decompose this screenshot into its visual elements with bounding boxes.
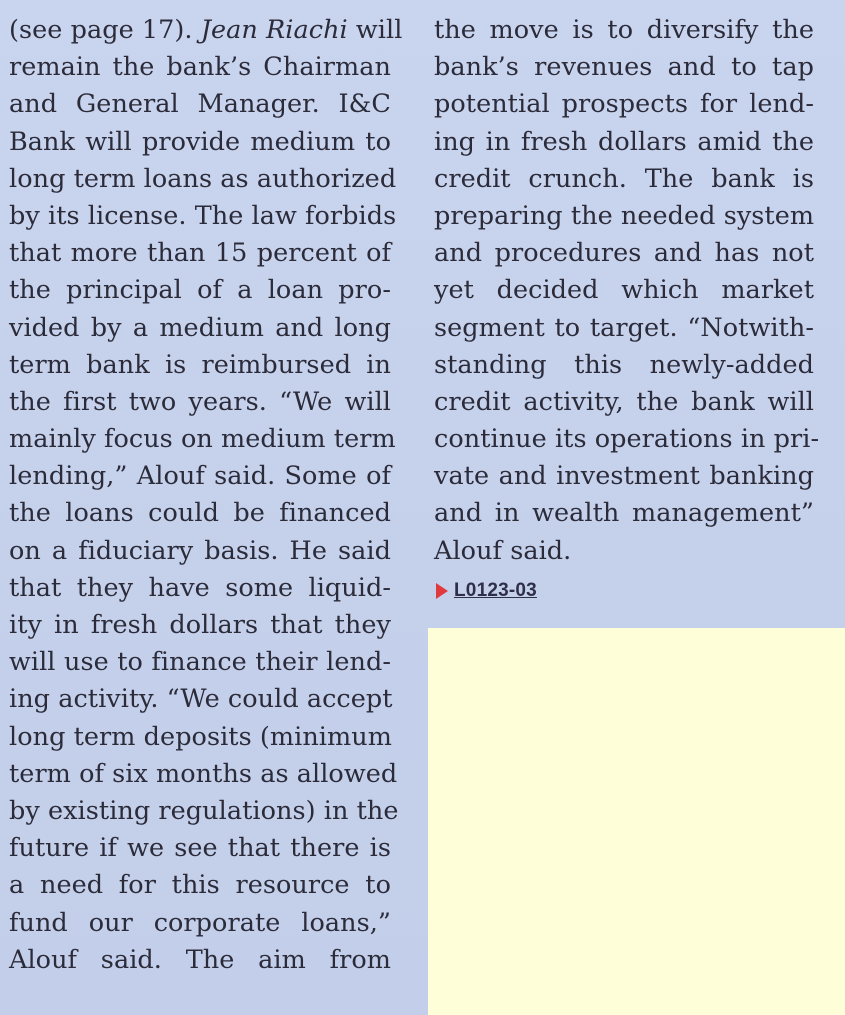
article-column-right bbox=[434, 12, 820, 570]
person-name: Jean Riachi bbox=[200, 15, 348, 45]
text-line: future if we see that there is bbox=[9, 833, 391, 864]
text-line: Alouf said. The aim from bbox=[9, 944, 391, 975]
text-line: will use to finance their lend- bbox=[9, 647, 391, 678]
text-line: that more than 15 percent of bbox=[9, 238, 391, 269]
reference-link-group[interactable] bbox=[436, 580, 537, 602]
text-line: the first two years. “We will bbox=[9, 386, 391, 417]
text-line: credit crunch. The bank is bbox=[434, 163, 814, 194]
play-arrow-icon bbox=[436, 583, 448, 599]
text-line: the principal of a loan pro- bbox=[9, 275, 391, 306]
text-line: on a fiduciary basis. He said bbox=[9, 535, 391, 566]
text-line: and in wealth management” bbox=[434, 498, 814, 529]
text-line: segment to target. “Notwith- bbox=[434, 312, 814, 343]
text-line: that they have some liquid- bbox=[9, 572, 391, 603]
text-line: term of six months as allowed bbox=[9, 758, 398, 789]
text-line: long term deposits (minimum bbox=[9, 721, 392, 752]
text-line bbox=[9, 12, 403, 49]
text-line: lending,” Alouf said. Some of bbox=[9, 461, 391, 492]
text-line: Alouf said. bbox=[434, 535, 572, 566]
text-line: preparing the needed system bbox=[434, 200, 815, 231]
text-line: by existing regulations) in the bbox=[9, 795, 399, 826]
text-line: mainly focus on medium term bbox=[9, 424, 396, 455]
article-column-left bbox=[9, 12, 403, 979]
text-line: and General Manager. I&C bbox=[9, 89, 391, 120]
text-line: the loans could be financed bbox=[9, 498, 391, 529]
text-line: a need for this resource to bbox=[9, 870, 391, 901]
text-line: credit activity, the bank will bbox=[434, 386, 814, 417]
text-line: yet decided which market bbox=[434, 275, 814, 306]
text-line: ing in fresh dollars amid the bbox=[434, 126, 814, 157]
text-line: standing this newly-added bbox=[434, 349, 814, 380]
text-line: by its license. The law forbids bbox=[9, 200, 397, 231]
text-line: vided by a medium and long bbox=[9, 312, 391, 343]
text-fragment: (see page 17). bbox=[9, 15, 201, 45]
text-fragment: will bbox=[347, 15, 403, 45]
text-line: ity in fresh dollars that they bbox=[9, 610, 391, 640]
text-line: and procedures and has not bbox=[434, 238, 814, 269]
text-line: potential prospects for lend- bbox=[434, 89, 814, 120]
text-line: vate and investment banking bbox=[434, 461, 814, 492]
text-line: continue its operations in pri- bbox=[434, 424, 820, 455]
text-line: remain the bank’s Chairman bbox=[9, 52, 391, 83]
blank-note-box bbox=[428, 628, 845, 1015]
text-line: fund our corporate loans,” bbox=[9, 907, 391, 938]
text-line: long term loans as authorized bbox=[9, 163, 397, 194]
text-line: term bank is reimbursed in bbox=[9, 349, 391, 380]
text-line: bank’s revenues and to tap bbox=[434, 52, 814, 83]
text-line: Bank will provide medium to bbox=[9, 126, 391, 157]
reference-code-link[interactable]: L0123-03 bbox=[454, 580, 537, 601]
text-line: the move is to diversify the bbox=[434, 15, 814, 45]
text-line: ing activity. “We could accept bbox=[9, 684, 393, 715]
